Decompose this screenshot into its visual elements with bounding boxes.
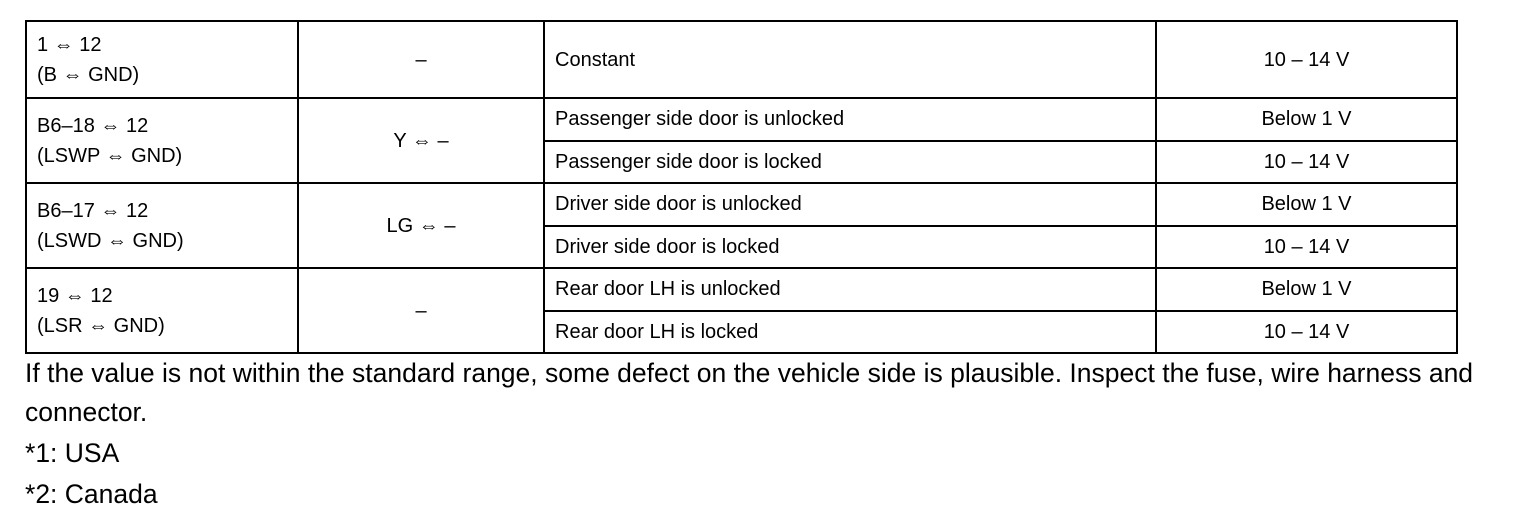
terminal-cell	[26, 98, 298, 183]
condition-cell: Constant	[544, 21, 1156, 98]
spec-cell: Below 1 V	[1156, 268, 1457, 311]
footnote-usa: *1: USA	[25, 438, 120, 468]
terminal-pins: 19 ⇔ 12	[37, 284, 113, 307]
terminal-signals: (B ⇔ GND)	[37, 63, 140, 86]
table-row	[26, 98, 1457, 141]
terminal-pins: B6–18 ⇔ 12	[37, 114, 149, 137]
notes-section	[25, 354, 1495, 514]
table-row	[26, 268, 1457, 311]
table-row	[26, 183, 1457, 226]
wire-color-cell: –	[298, 21, 544, 98]
terminal-pins: B6–17 ⇔ 12	[37, 199, 149, 222]
wire-color-cell: Y ⇔ –	[298, 98, 544, 183]
voltage-spec-table	[25, 20, 1458, 354]
inspection-note: If the value is not within the standard range, some defect on the vehicle side is plausible. Inspect the fuse, wire harness and connector.	[25, 358, 1474, 427]
terminal-cell	[26, 183, 298, 268]
wire-color-cell: –	[298, 268, 544, 353]
condition-cell: Rear door LH is locked	[544, 311, 1156, 354]
terminal-signals: (LSWD ⇔ GND)	[37, 229, 184, 252]
spec-cell: 10 – 14 V	[1156, 21, 1457, 98]
condition-cell: Passenger side door is unlocked	[544, 98, 1156, 141]
spec-cell: 10 – 14 V	[1156, 226, 1457, 269]
spec-cell: 10 – 14 V	[1156, 311, 1457, 354]
terminal-cell	[26, 21, 298, 98]
condition-cell: Driver side door is locked	[544, 226, 1156, 269]
spec-cell: Below 1 V	[1156, 183, 1457, 226]
footnote-canada: *2: Canada	[25, 479, 158, 509]
terminal-signals: (LSWP ⇔ GND)	[37, 144, 183, 167]
terminal-pins: 1 ⇔ 12	[37, 33, 102, 56]
terminal-cell	[26, 268, 298, 353]
table-row	[26, 21, 1457, 98]
spec-cell: Below 1 V	[1156, 98, 1457, 141]
condition-cell: Passenger side door is locked	[544, 141, 1156, 184]
wire-color-cell: LG ⇔ –	[298, 183, 544, 268]
spec-cell: 10 – 14 V	[1156, 141, 1457, 184]
terminal-signals: (LSR ⇔ GND)	[37, 314, 165, 337]
condition-cell: Driver side door is unlocked	[544, 183, 1156, 226]
condition-cell: Rear door LH is unlocked	[544, 268, 1156, 311]
